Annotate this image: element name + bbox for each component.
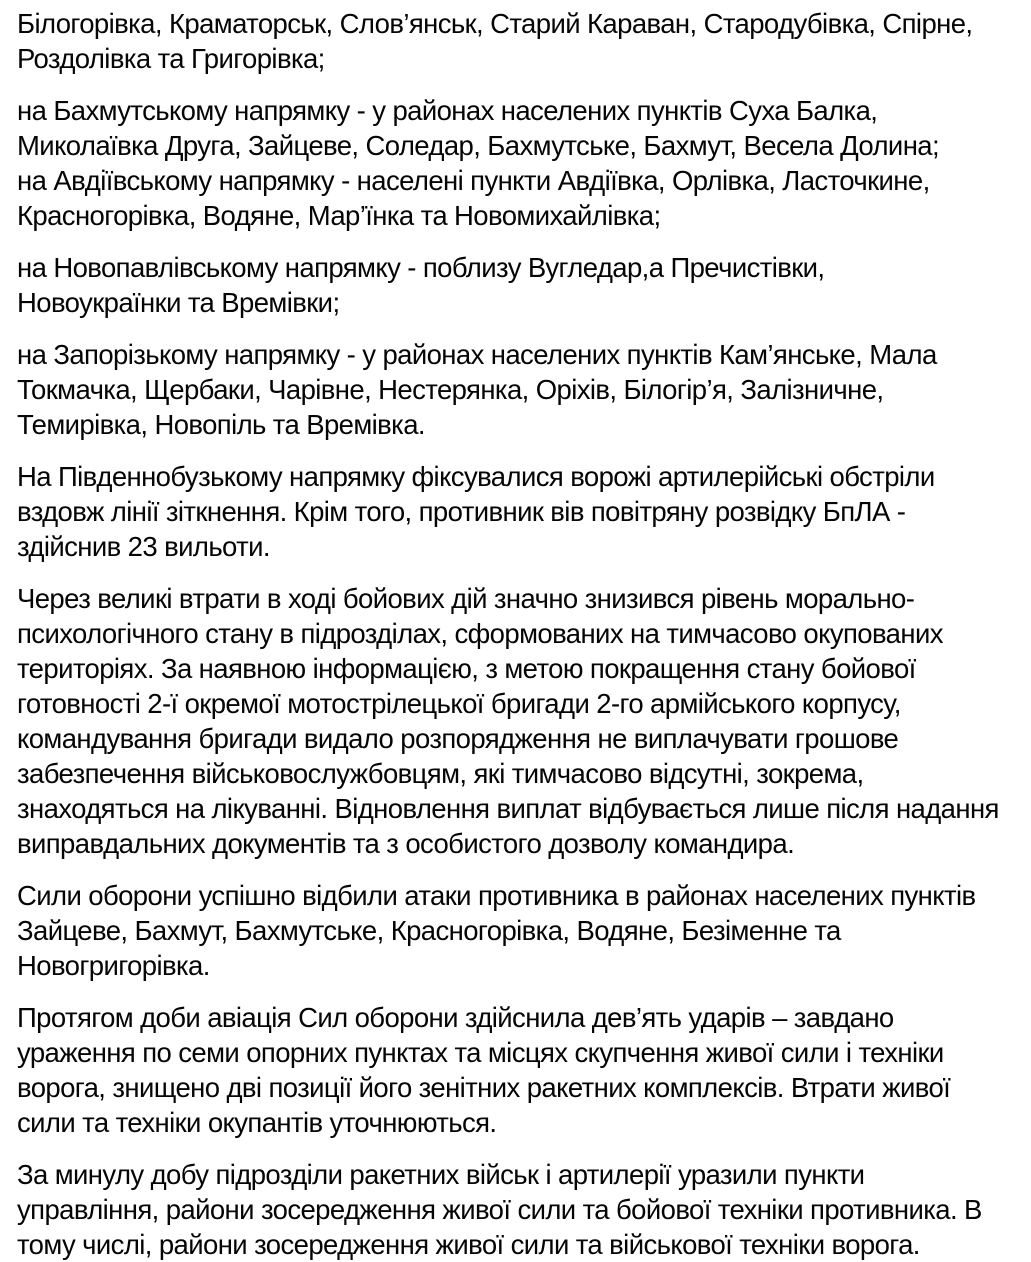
paragraph bbox=[17, 1000, 1021, 1140]
text-line: Красногорівка, Водяне, Мар’їнка та Новомихайлівка; bbox=[17, 200, 661, 231]
text-line: За минулу добу підрозділи ракетних військ і артилерії уразили пункти bbox=[17, 1159, 865, 1190]
text-line: забезпечення військовослужбовцям, які тимчасово відсутні, зокрема, bbox=[17, 758, 864, 789]
text-line: Токмачка, Щербаки, Чарівне, Нестерянка, Оріхів, Білогір’я, Залізничне, bbox=[17, 374, 884, 405]
paragraph bbox=[17, 6, 1021, 76]
text-line: здійснив 23 вильоти. bbox=[17, 531, 270, 562]
text-line: Через великі втрати в ході бойових дій значно знизився рівень морально- bbox=[17, 583, 915, 614]
text-line: Сили оборони успішно відбили атаки противника в районах населених пунктів bbox=[17, 880, 976, 911]
text-line: ворога, знищено дві позиції його зенітних ракетних комплексів. Втрати живої bbox=[17, 1072, 951, 1103]
text-line: готовності 2-ї окремої мотострілецької бригади 2-го армійського корпусу, bbox=[17, 688, 901, 719]
text-line: Роздолівка та Григорівка; bbox=[17, 43, 325, 74]
text-line: Темирівка, Новопіль та Времівка. bbox=[17, 409, 425, 440]
paragraph bbox=[17, 93, 1021, 233]
paragraph bbox=[17, 337, 1021, 442]
text-line: на Запорізькому напрямку - у районах населених пунктів Кам’янське, Мала bbox=[17, 339, 937, 370]
text-line: Протягом доби авіація Сил оборони здійснила дев’ять ударів – завдано bbox=[17, 1002, 894, 1033]
paragraph bbox=[17, 250, 1021, 320]
text-line: Зайцеве, Бахмут, Бахмутське, Красногорівка, Водяне, Безіменне та bbox=[17, 915, 841, 946]
text-line: Новогригорівка. bbox=[17, 950, 210, 981]
text-line: на Авдіївському напрямку - населені пункти Авдіївка, Орлівка, Ласточкине, bbox=[17, 165, 930, 196]
paragraph bbox=[17, 878, 1021, 983]
text-line: вздовж лінії зіткнення. Крім того, противник вів повітряну розвідку БпЛА - bbox=[17, 496, 906, 527]
text-line: Миколаївка Друга, Зайцеве, Соледар, Бахмутське, Бахмут, Весела Долина; bbox=[17, 130, 940, 161]
text-line: на Бахмутському напрямку - у районах населених пунктів Суха Балка, bbox=[17, 95, 878, 126]
text-line: ураження по семи опорних пунктах та місцях скупчення живої сили і техніки bbox=[17, 1037, 944, 1068]
text-line: На Південнобузькому напрямку фіксувалися ворожі артилерійські обстріли bbox=[17, 461, 935, 492]
text-line: територіях. За наявною інформацією, з метою покращення стану бойової bbox=[17, 653, 916, 684]
text-line: управління, райони зосередження живої сили та бойової техніки противника. В bbox=[17, 1194, 982, 1225]
text-line: виправдальних документів та з особистого дозволу командира. bbox=[17, 828, 795, 859]
text-line: Новоукраїнки та Времівки; bbox=[17, 287, 340, 318]
text-line: командування бригади видало розпорядження не виплачувати грошове bbox=[17, 723, 899, 754]
text-line: тому числі, райони зосередження живої сили та військової техніки ворога. bbox=[17, 1229, 920, 1260]
text-line: сили та техніки окупантів уточнюються. bbox=[17, 1107, 497, 1138]
paragraph bbox=[17, 1157, 1021, 1262]
paragraph bbox=[17, 459, 1021, 564]
text-line: психологічного стану в підрозділах, сформованих на тимчасово окупованих bbox=[17, 618, 943, 649]
paragraph bbox=[17, 581, 1021, 861]
text-line: знаходяться на лікуванні. Відновлення виплат відбувається лише після надання bbox=[17, 793, 999, 824]
text-line: Білогорівка, Краматорськ, Слов’янськ, Старий Караван, Стародубівка, Спірне, bbox=[17, 8, 973, 39]
text-line: на Новопавлівському напрямку - поблизу Вугледар,а Пречистівки, bbox=[17, 252, 825, 283]
